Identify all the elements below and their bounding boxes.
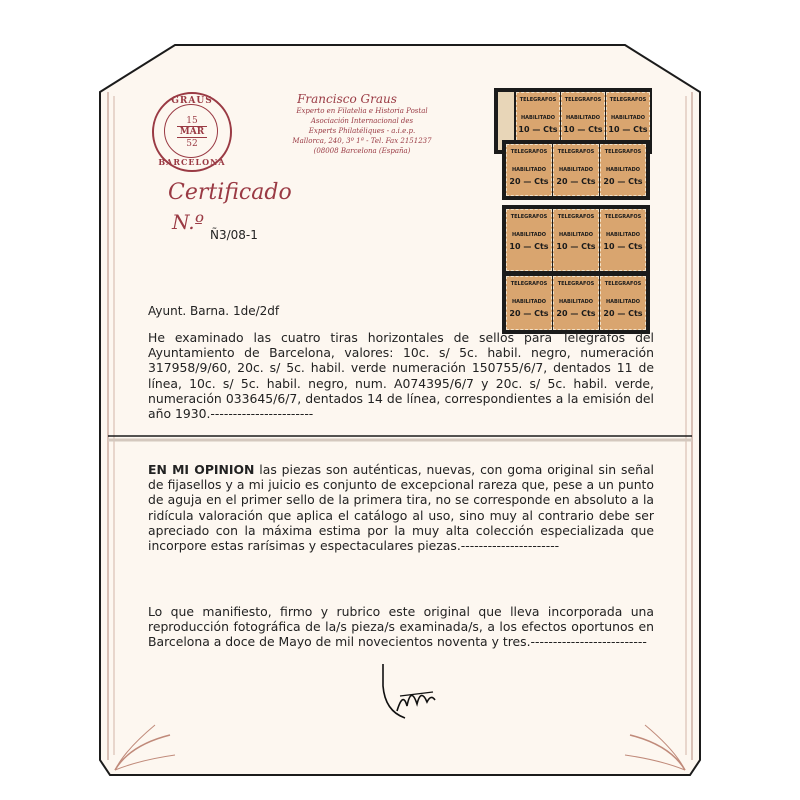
- seal-day: 15: [186, 116, 198, 126]
- corner-ornament-right: [620, 715, 690, 775]
- handwritten-signature: [375, 656, 445, 726]
- certificate-no-label: N.º: [172, 210, 204, 234]
- letterhead-line: Experts Philatéliques - a.i.e.p.: [308, 127, 416, 135]
- stamp-overprint-text: HABILITADO: [605, 167, 641, 173]
- seal-bottom-text: BARCELONA: [158, 157, 226, 167]
- stamp-overprint-text: 20 — Cts: [603, 177, 643, 186]
- stamp-overprint-text: TELEGRAFOS: [510, 214, 548, 220]
- seal-top-text: GRAUS: [171, 96, 213, 106]
- stamp-overprint-text: 10 — Cts: [518, 125, 558, 134]
- stamp-overprint-text: HABILITADO: [605, 299, 641, 305]
- stamp-overprint-text: 10 — Cts: [509, 242, 549, 251]
- telegraph-stamp: [553, 144, 599, 196]
- letterhead-line: Mallorca, 240, 3º 1ª - Tel. Fax 2151237: [292, 137, 432, 145]
- stamp-overprint-text: HABILITADO: [520, 115, 556, 121]
- letterhead: [232, 92, 492, 156]
- stamp-overprint-text: 10 — Cts: [608, 125, 648, 134]
- certificate-number: Ñ3/08-1: [210, 228, 258, 242]
- stamp-overprint-text: HABILITADO: [565, 115, 601, 121]
- stamp-overprint-text: 20 — Cts: [509, 309, 549, 318]
- stamp-overprint-text: 20 — Cts: [556, 309, 596, 318]
- opinion-heading: EN MI OPINION: [148, 462, 255, 477]
- corner-ornament-left: [110, 715, 180, 775]
- telegraph-stamp: [506, 144, 552, 196]
- stamp-overprint-text: HABILITADO: [511, 299, 547, 305]
- stamp-overprint-text: 10 — Cts: [556, 242, 596, 251]
- certificate-heading: Certificado: [168, 180, 292, 205]
- stamp-overprint-text: HABILITADO: [511, 167, 547, 173]
- telegraph-stamp: [600, 209, 646, 271]
- expert-name: Francisco Graus: [297, 92, 397, 106]
- stamp-overprint-text: 10 — Cts: [563, 125, 603, 134]
- seal-year: 52: [186, 139, 198, 149]
- stamp-overprint-text: TELEGRAFOS: [510, 149, 548, 155]
- stamp-overprint-text: TELEGRAFOS: [604, 149, 642, 155]
- letterhead-line: Asociación Internacional des: [310, 117, 414, 125]
- examination-paragraph: He examinado las cuatro tiras horizontales de sellos para Telégrafos del Ayuntamiento de Barcelona, valores: 10c. s/ 5c. habil. negro, numeración 317958/9/60, 20c. s/ 5c. habil. verde numeración 150755/6/7, dentados 11 de línea, 10c. s/ 5c. habil. negro, num. A074395/6/7 y 20c. s/ 5c. habil. verde, numeración 033645/6/7, dentados 14 de línea, correspondientes a la emisión del año 1930.-----------------------: [148, 330, 654, 422]
- stamp-overprint-text: 20 — Cts: [509, 177, 549, 186]
- letterhead-line: Experto en Filatelia e Historia Postal: [296, 107, 428, 115]
- stamp-overprint-text: HABILITADO: [511, 232, 547, 238]
- stamp-overprint-text: HABILITADO: [558, 299, 594, 305]
- letterhead-line: (08008 Barcelona (España): [313, 147, 411, 155]
- telegraph-stamp: [506, 276, 552, 330]
- reference-line: Ayunt. Barna. 1de/2df: [148, 304, 280, 318]
- declaration-paragraph: Lo que manifiesto, firmo y rubrico este original que lleva incorporada una reproducción fotográfica de la/s pieza/s examinada/s, a los efectos oportunos en Barcelona a doce de Mayo de mil novecientos noventa y tres.--------------------------: [148, 604, 654, 650]
- stamp-overprint-text: 20 — Cts: [556, 177, 596, 186]
- stamp-overprint-text: 10 — Cts: [603, 242, 643, 251]
- stamp-overprint-text: TELEGRAFOS: [519, 97, 557, 103]
- stamp-overprint-text: TELEGRAFOS: [604, 281, 642, 287]
- opinion-paragraph: [148, 462, 654, 553]
- stamp-overprint-text: HABILITADO: [558, 232, 594, 238]
- stamp-overprint-text: TELEGRAFOS: [564, 97, 602, 103]
- opinion-text: las piezas son auténticas, nuevas, con goma original sin señal de fijasellos y a mi juicio es conjunto de excepcional rareza que, pese a un punto de aguja en el primer sello de la primera tira, no se corresponde en absoluto a la ridícula valoración que aplica el catálogo al uso, sino muy al contrario debe ser apreciado con la máxima estima por la muy alta colección especializada que incorpore estas rarísimas y espectaculares piezas.----------------------: [148, 462, 654, 554]
- stamp-overprint-text: HABILITADO: [610, 115, 646, 121]
- stamp-overprint-text: TELEGRAFOS: [557, 149, 595, 155]
- stamp-overprint-text: 20 — Cts: [603, 309, 643, 318]
- stamp-overprint-text: HABILITADO: [558, 167, 594, 173]
- stamp-overprint-text: TELEGRAFOS: [510, 281, 548, 287]
- telegraph-stamp: [553, 276, 599, 330]
- stamp-overprint-text: TELEGRAFOS: [557, 281, 595, 287]
- stamp-overprint-text: HABILITADO: [605, 232, 641, 238]
- telegraph-stamp: [600, 276, 646, 330]
- telegraph-stamp: [506, 209, 552, 271]
- stamp-overprint-text: TELEGRAFOS: [557, 214, 595, 220]
- stamp-overprint-text: TELEGRAFOS: [604, 214, 642, 220]
- telegraph-stamp: [553, 209, 599, 271]
- seal-month: MAR: [154, 127, 230, 137]
- telegraph-stamp: [600, 144, 646, 196]
- stamp-overprint-text: TELEGRAFOS: [609, 97, 647, 103]
